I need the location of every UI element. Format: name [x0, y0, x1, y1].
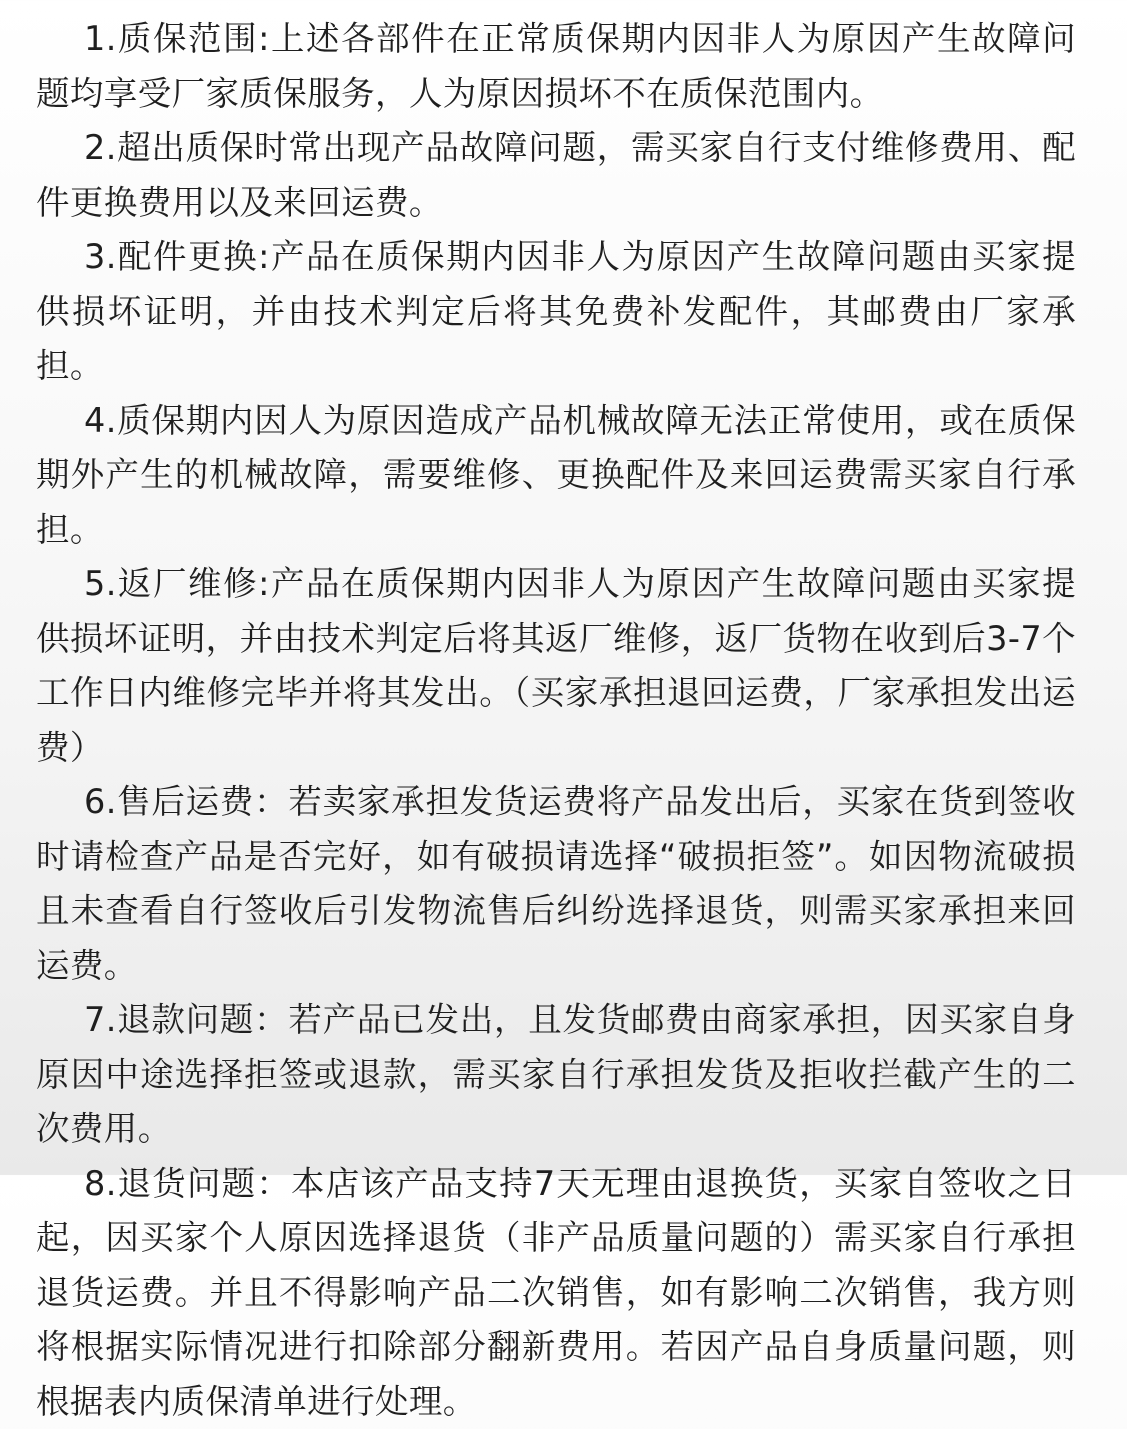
clause-refund: 7.退款问题：若产品已发出，且发货邮费由商家承担，因买家自身原因中途选择拒签或退款，需买家自行承担发货及拒收拦截产生的二次费用。	[36, 993, 1076, 1157]
clause-parts-replacement: 3.配件更换:产品在质保期内因非人为原因产生故障问题由买家提供损坏证明，并由技术判定后将其免费补发配件，其邮费由厂家承担。	[36, 230, 1076, 394]
clause-warranty-scope: 1.质保范围:上述各部件在正常质保期内因非人为原因产生故障问题均享受厂家质保服务，人为原因损坏不在质保范围内。	[36, 12, 1076, 121]
clause-after-sales-shipping: 6.售后运费：若卖家承担发货运费将产品发出后，买家在货到签收时请检查产品是否完好，如有破损请选择“破损拒签”。如因物流破损且未查看自行签收后引发物流售后纠纷选择退货，则需买家承担来回运费。	[36, 775, 1076, 993]
clause-beyond-warranty: 2.超出质保时常出现产品故障问题，需买家自行支付维修费用、配件更换费用以及来回运费。	[36, 121, 1076, 230]
clause-returns: 8.退货问题：本店该产品支持7天无理由退换货，买家自签收之日起，因买家个人原因选择退货（非产品质量问题的）需买家自行承担退货运费。并且不得影响产品二次销售，如有影响二次销售，我方则将根据实际情况进行扣除部分翻新费用。若因产品自身质量问题，则根据表内质保清单进行处理。	[36, 1157, 1076, 1429]
clause-human-damage: 4.质保期内因人为原因造成产品机械故障无法正常使用，或在质保期外产生的机械故障，需要维修、更换配件及来回运费需买家自行承担。	[36, 394, 1076, 558]
policy-clause-list	[36, 12, 1076, 1429]
clause-factory-repair: 5.返厂维修:产品在质保期内因非人为原因产生故障问题由买家提供损坏证明，并由技术判定后将其返厂维修，返厂货物在收到后3-7个工作日内维修完毕并将其发出。（买家承担退回运费，厂家承担发出运费）	[36, 557, 1076, 775]
